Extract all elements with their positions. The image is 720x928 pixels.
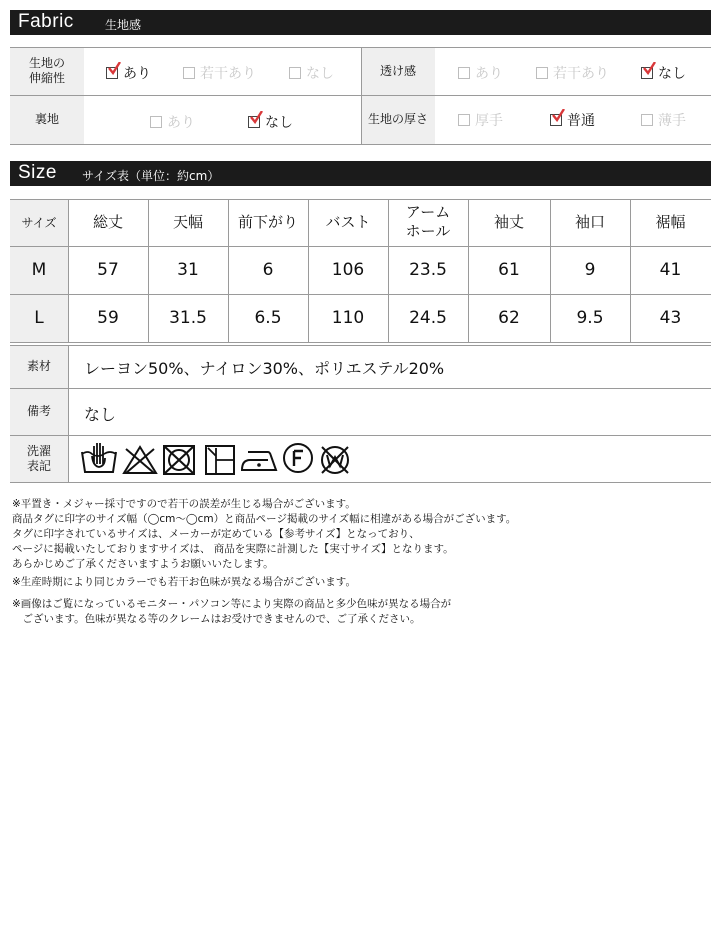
lining-label: 裏地 bbox=[34, 112, 59, 126]
table-cell: 61 bbox=[498, 260, 520, 280]
note-line: 商品タグに印字のサイズ幅（◯cm〜◯cm）と商品ページ掲載のサイズ幅に相違がある場合がございます。 bbox=[12, 513, 517, 525]
checkbox-icon bbox=[536, 67, 548, 79]
checkbox-icon bbox=[150, 116, 162, 128]
material-label: 素材 bbox=[26, 359, 51, 373]
lining-option-no: なし bbox=[248, 112, 293, 132]
col-header-size: サイズ bbox=[21, 216, 57, 230]
checkbox-icon bbox=[458, 114, 470, 126]
table-cell: 31 bbox=[177, 260, 199, 280]
note-line: ※画像はご覧になっているモニター・パソコン等により実際の商品と多少色味が異なる場合が bbox=[12, 598, 452, 610]
fabric-subtitle: 生地感 bbox=[105, 18, 142, 32]
checkbox-icon bbox=[458, 67, 470, 79]
checkbox-icon bbox=[183, 67, 195, 79]
stretch-label: 生地の 伸縮性 bbox=[28, 56, 65, 85]
col-header-bust: バスト bbox=[325, 213, 371, 231]
fabric-header bbox=[10, 10, 711, 35]
table-cell: 41 bbox=[659, 260, 682, 280]
fabric-title: Fabric bbox=[18, 11, 74, 32]
stretch-option-no: なし bbox=[289, 63, 334, 83]
table-cell: 106 bbox=[331, 260, 365, 280]
thickness-option-normal: 普通 bbox=[550, 110, 595, 130]
divider bbox=[10, 388, 711, 389]
row-size-label: L bbox=[34, 308, 44, 328]
table-cell: 9.5 bbox=[576, 308, 604, 328]
remarks-label: 備考 bbox=[26, 404, 51, 418]
note-line: あらかじめご了承くださいますようお願いいたします。 bbox=[12, 558, 274, 570]
col-header-cuff: 袖口 bbox=[574, 213, 605, 231]
note-line: ページに掲載いたしておりますサイズは、 商品を実際に計測した【実寸サイズ】となります。 bbox=[12, 543, 454, 555]
table-cell: 110 bbox=[331, 308, 365, 328]
table-cell: 57 bbox=[97, 260, 119, 280]
divider bbox=[10, 482, 711, 483]
divider bbox=[68, 345, 69, 482]
divider bbox=[10, 345, 711, 346]
checkbox-icon bbox=[289, 67, 301, 79]
note-line: ございます。色味が異なる等のクレームはお受けできませんので、ご了承ください。 bbox=[12, 613, 421, 625]
col-header-front-drop: 前下がり bbox=[237, 213, 298, 231]
dry-clean-f-icon bbox=[282, 442, 314, 474]
note-line: ※生産時期により同じカラーでも若干お色味が異なる場合がございます。 bbox=[12, 576, 356, 588]
divider bbox=[10, 435, 711, 436]
table-cell: 24.5 bbox=[409, 308, 447, 328]
iron-low-icon bbox=[240, 446, 278, 474]
table-cell: 31.5 bbox=[169, 308, 207, 328]
checkbox-icon bbox=[248, 116, 260, 128]
note-line: タグに印字されているサイズは、メーカーが定めている【参考サイズ】となっており、 bbox=[12, 528, 420, 540]
checkbox-icon bbox=[641, 67, 653, 79]
thickness-label: 生地の厚さ bbox=[367, 112, 428, 126]
table-cell: 62 bbox=[498, 308, 520, 328]
hand-wash-icon bbox=[80, 440, 118, 476]
size-subtitle: サイズ表（単位：約cm） bbox=[82, 169, 220, 183]
care-label: 洗濯 表記 bbox=[26, 444, 51, 473]
no-bleach-icon bbox=[122, 445, 158, 475]
material-value: レーヨン50%、ナイロン30%、ポリエステル20% bbox=[84, 359, 445, 378]
divider bbox=[10, 144, 711, 145]
stretch-option-slight: 若干あり bbox=[183, 63, 256, 83]
table-cell: 23.5 bbox=[409, 260, 447, 280]
sheer-option-yes: あり bbox=[458, 63, 503, 83]
line-dry-shade-icon bbox=[204, 444, 236, 476]
stretch-option-yes: あり bbox=[106, 63, 151, 83]
table-cell: 9 bbox=[584, 260, 596, 280]
table-cell: 6 bbox=[262, 260, 274, 280]
divider bbox=[10, 342, 711, 343]
divider bbox=[10, 199, 711, 200]
no-wet-clean-icon bbox=[318, 443, 352, 477]
size-title: Size bbox=[18, 162, 57, 183]
remarks-value: なし bbox=[84, 405, 117, 424]
row-size-label: M bbox=[31, 260, 47, 280]
col-header-length: 総丈 bbox=[92, 213, 123, 231]
note-line: ※平置き・メジャー採寸ですので若干の誤差が生じる場合がございます。 bbox=[12, 498, 356, 510]
size-header bbox=[10, 161, 711, 186]
table-cell: 43 bbox=[659, 308, 682, 328]
thickness-option-thin: 薄手 bbox=[641, 110, 686, 130]
col-header-hem-width: 裾幅 bbox=[655, 213, 686, 231]
col-header-neck-width: 天幅 bbox=[172, 213, 203, 231]
lining-option-yes: あり bbox=[150, 112, 195, 132]
table-cell: 6.5 bbox=[254, 308, 282, 328]
checkbox-icon bbox=[106, 67, 118, 79]
divider bbox=[10, 294, 711, 295]
col-header-sleeve-length: 袖丈 bbox=[493, 213, 524, 231]
checkbox-icon bbox=[641, 114, 653, 126]
col-header-armhole: アーム ホール bbox=[405, 203, 451, 240]
sheer-label: 透け感 bbox=[379, 64, 416, 78]
table-cell: 59 bbox=[97, 308, 119, 328]
divider bbox=[10, 246, 711, 247]
sheer-option-no: なし bbox=[641, 63, 686, 83]
no-tumble-dry-icon bbox=[162, 444, 196, 476]
divider bbox=[361, 47, 362, 144]
sheer-option-slight: 若干あり bbox=[536, 63, 609, 83]
thickness-option-thick: 厚手 bbox=[458, 110, 503, 130]
checkbox-icon bbox=[550, 114, 562, 126]
